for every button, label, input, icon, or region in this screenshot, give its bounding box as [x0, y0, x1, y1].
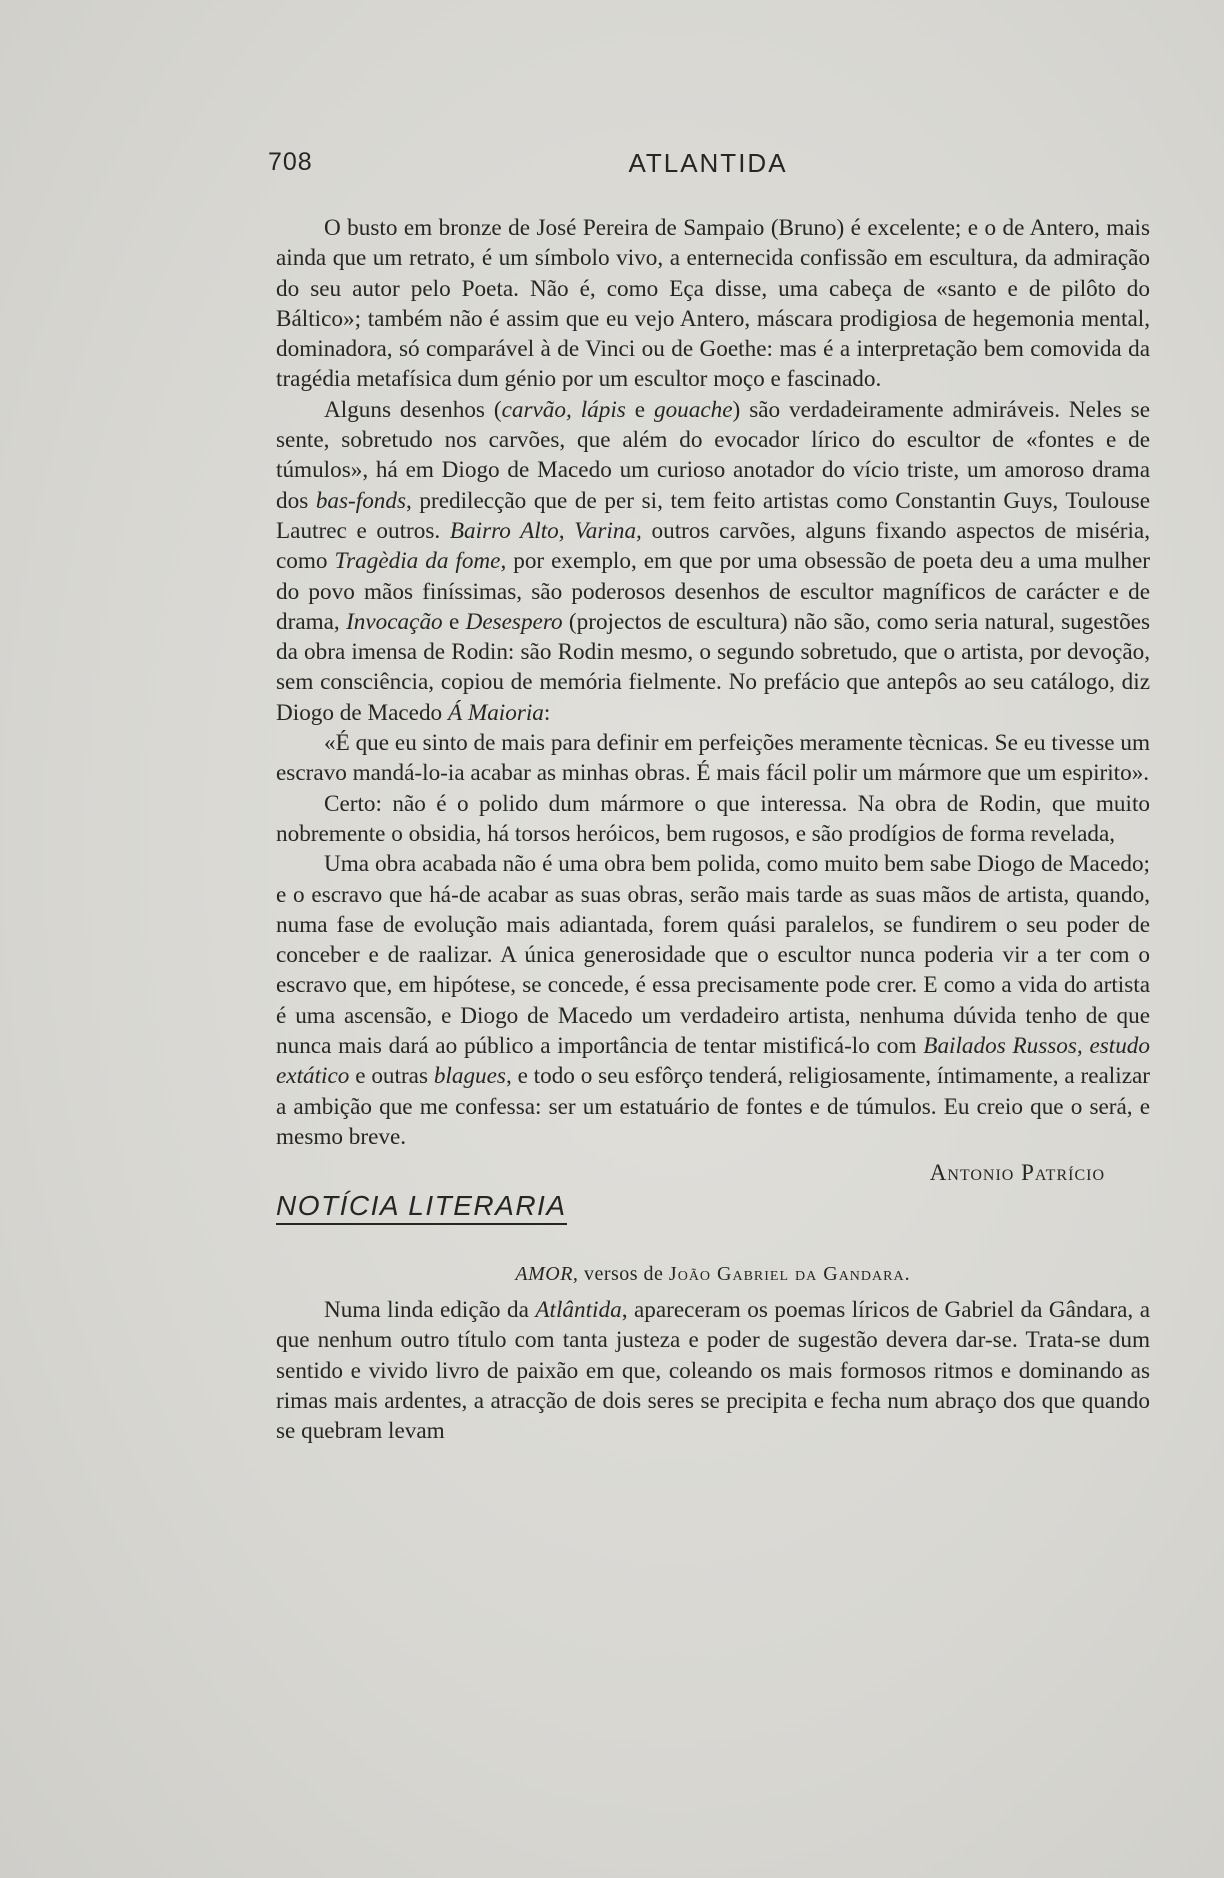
- text-run: O busto em bronze de José Pereira de Sampaio (Bruno) é excelente; e o de Antero, mais ainda que um retrato, é um símbolo vivo, a enternecida confissão em escultura, da admiração do seu autor pelo Poeta. Não é, como Eça disse, uma cabeça de «santo e de pilôto do Báltico»; também não é assim que eu vejo Antero, máscara prodigiosa de hegemonia mental, dominadora, só comparável à de Vinci ou de Goethe: mas é a interpretação bem comovida da tragédia metafísica dum génio por um escultor moço e fascinado.: [276, 215, 1150, 393]
- italic-text: Bailados Russos, estudo extático: [276, 1033, 1150, 1090]
- text-run: Uma obra acabada não é uma obra bem polida, como muito bem sabe Diogo de Macedo; e o escravo que há-de acabar as suas obras, serão mais tarde as suas mãos de artista, quando, numa fase de evolução mais adiantada, forem quási paralelos, se fundirem o seu poder de conceber e de raalizar. A única generosidade que o escultor nunca poderia vir a ter com o escravo que, em hipótese, se concede, é essa precisamente pode crer. E como a vida do artista é uma ascensão, e Diogo de Macedo um verdadeiro artista, nenhuma dúvida tenho de que nunca mais dará ao público a importância de tentar mistificá-lo com: [276, 851, 1150, 1060]
- text-run: , e todo o seu esfôrço tenderá, religiosamente, íntimamente, a realizar a ambição que me confessa: ser um estatuário de fontes e de túmulos. Eu creio que o será, e mesmo breve.: [276, 1063, 1150, 1150]
- book-author: João Gabriel da Gandara.: [668, 1262, 911, 1285]
- book-title: AMOR,: [515, 1262, 579, 1285]
- italic-text: Á Maioria: [447, 699, 544, 726]
- book-connector: versos de: [583, 1262, 664, 1285]
- italic-text: Invocação: [346, 608, 443, 635]
- review-heading: [276, 1259, 1150, 1289]
- page-number: 708: [268, 148, 313, 176]
- italic-text: Bairro Alto, Varina,: [449, 517, 642, 544]
- review: [276, 1295, 1150, 1446]
- text-run: , predilecção que de per si, tem feito artistas como Constantin Guys, Toulouse Lautrec e outros.: [276, 487, 1150, 544]
- text-run: e: [625, 396, 654, 423]
- body-text: [276, 213, 1150, 1447]
- section-title: NOTÍCIA LITERARIA: [276, 1191, 567, 1225]
- paragraph: [276, 213, 1150, 395]
- paragraph: [276, 395, 1150, 728]
- author-signature: Antonio Patrício: [929, 1160, 1105, 1186]
- paragraph: [276, 1295, 1150, 1446]
- text-run: «É que eu sinto de mais para definir em perfeições meramente tècnicas. Se eu tivesse um escravo mandá-lo-ia acabar as minhas obras. É mais fácil polir um mármore que um espirito».: [276, 730, 1150, 787]
- text-run: :: [543, 699, 551, 726]
- article: [276, 213, 1150, 1152]
- italic-text: bas-fonds: [315, 487, 406, 514]
- italic-text: Atlântida: [535, 1297, 622, 1324]
- text-run: Numa linda edição da: [324, 1297, 536, 1324]
- text-run: ) são verdadeiramente admiráveis. Neles se sente, sobretudo nos carvões, que além do evocador lírico do escultor de «fontes e de túmulos», há em Diogo de Macedo um curioso anotador do vício triste, um amoroso drama dos: [276, 396, 1150, 514]
- text-run: e outras: [349, 1063, 434, 1090]
- text-run: e: [442, 608, 466, 635]
- italic-text: Desespero: [465, 608, 563, 635]
- page-header: [268, 148, 1148, 188]
- paragraph: [276, 728, 1150, 789]
- running-title: ATLANTIDA: [628, 148, 788, 178]
- italic-text: carvão, lápis: [501, 396, 626, 423]
- text-run: (projectos de escultura) não são, como seria natural, sugestões da obra imensa de Rodin: são Rodin mesmo, o segundo sobretudo, que o artista, por devoção, sem consciência, copiou de memória fielmente. No prefácio que antepôs ao seu catálogo, diz Diogo de Macedo: [276, 608, 1151, 726]
- paragraph: [276, 789, 1150, 850]
- text-run: Certo: não é o polido dum mármore o que interessa. Na obra de Rodin, que muito nobremente o obsidia, há torsos heróicos, bem rugosos, e são prodígios de forma revelada,: [276, 790, 1150, 847]
- paragraph: [276, 849, 1150, 1152]
- text-run: outros carvões, alguns fixando aspectos de miséria, como: [276, 517, 1150, 575]
- italic-text: blagues: [433, 1063, 506, 1090]
- text-run: Alguns desenhos (: [324, 396, 502, 423]
- text-run: , apareceram os poemas líricos de Gabriel da Gândara, a que nenhum outro título com tanta justeza e poder de sugestão devera dar-se. Trata-se dum sentido e vivido livro de paixão em que, coleando os mais formosos ritmos e dominando as rimas mais ardentes, a atracção de dois seres se precipita e fecha num abraço dos que quando se quebram levam: [276, 1297, 1151, 1445]
- italic-text: Tragèdia da fome: [334, 548, 501, 575]
- italic-text: gouache: [653, 396, 733, 423]
- text-run: , por exemplo, em que por uma obsessão de poeta deu a uma mulher do povo mãos finíssimas, são poderosos desenhos de escultor magníficos de carácter e de drama,: [276, 548, 1151, 635]
